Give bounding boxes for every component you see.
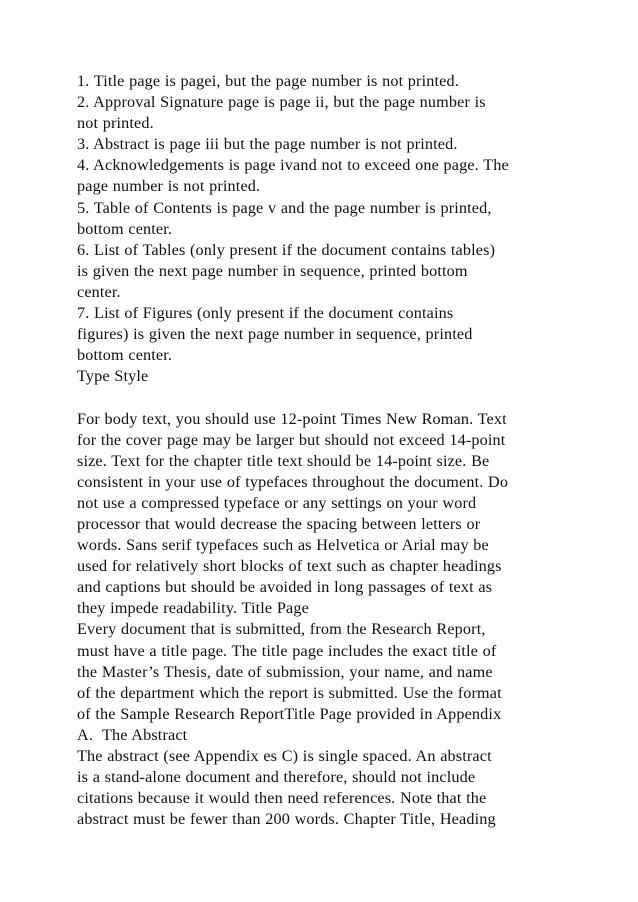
text-line: bottom center. [77, 346, 173, 365]
text-line: used for relatively short blocks of text such as chapter headings [77, 557, 502, 576]
text-line: A. The Abstract [77, 725, 188, 744]
text-line: bottom center. [77, 219, 173, 238]
text-line: figures) is given the next page number in sequence, printed [77, 325, 473, 344]
document-body [77, 71, 577, 830]
text-line: center. [77, 282, 121, 301]
text-line: page number is not printed. [77, 177, 261, 196]
text-line: 5. Table of Contents is page v and the page number is printed, [77, 198, 492, 217]
text-line: words. Sans serif typefaces such as Helvetica or Arial may be [77, 536, 489, 555]
text-line: size. Text for the chapter title text should be 14-point size. Be [77, 451, 490, 470]
blank-line [77, 387, 577, 408]
text-line: 1. Title page is pagei, but the page number is not printed. [77, 72, 459, 90]
text-line: The abstract (see Appendix es C) is single spaced. An abstract [77, 747, 492, 765]
text-line: processor that would decrease the spacing between letters or [77, 514, 481, 533]
text-line: they impede readability. Title Page [77, 599, 309, 618]
text-line: for the cover page may be larger but should not exceed 14-point [77, 430, 506, 449]
text-line: 6. List of Tables (only present if the document contains tables) [77, 240, 496, 259]
section-heading: Type Style [77, 367, 149, 386]
text-line: consistent in your use of typefaces throughout the document. Do [77, 472, 509, 491]
text-line: For body text, you should use 12-point Times New Roman. Text [77, 409, 507, 428]
text-line: of the Sample Research ReportTitle Page provided in Appendix [77, 704, 502, 723]
text-line: abstract must be fewer than 200 words. Chapter Title, Heading [77, 810, 496, 829]
text-line: 2. Approval Signature page is page ii, but the page number is [77, 93, 486, 112]
text-line: is given the next page number in sequence, printed bottom [77, 261, 468, 280]
text-line: not printed. [77, 114, 154, 133]
text-line: 4. Acknowledgements is page ivand not to exceed one page. The [77, 156, 509, 175]
text-line: not use a compressed typeface or any settings on your word [77, 493, 477, 512]
text-line: and captions but should be avoided in long passages of text as [77, 578, 493, 597]
text-line: must have a title page. The title page includes the exact title of [77, 641, 497, 660]
text-line: citations because it would then need references. Note that the [77, 789, 487, 808]
text-line: the Master’s Thesis, date of submission, your name, and name [77, 662, 493, 681]
text-line: 7. List of Figures (only present if the document contains [77, 304, 454, 323]
text-line: 3. Abstract is page iii but the page number is not printed. [77, 135, 458, 154]
text-line: is a stand-alone document and therefore, should not include [77, 768, 476, 787]
text-line: of the department which the report is submitted. Use the format [77, 683, 502, 702]
text-line: Every document that is submitted, from the Research Report, [77, 620, 486, 639]
